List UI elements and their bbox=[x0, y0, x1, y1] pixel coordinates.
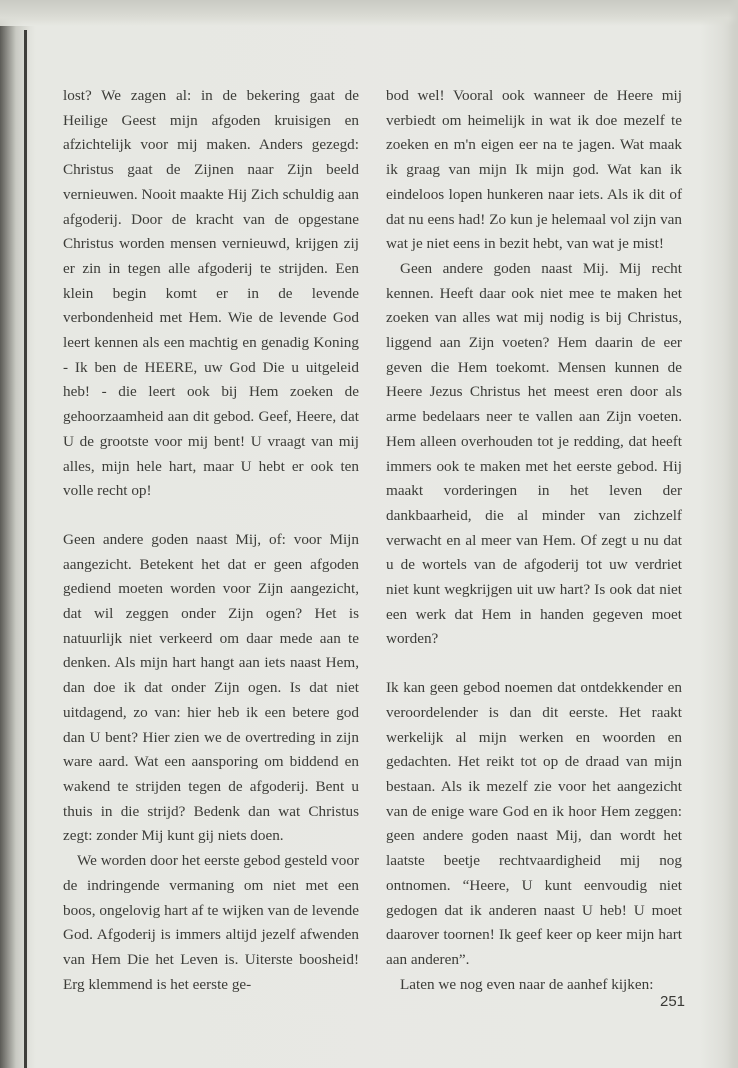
right-paragraph-1: bod wel! Vooral ook wanneer de Heere mij verbiedt om heimelijk in wat ik doe mezelf te zoeken en m'n eigen eer na te jagen. Wat maak ik graag van mijn Ik mijn god. Wat kan ik eindeloos lopen hunkeren naar iets. Als ik dit of dat nu eens had! Zo kun je helemaal vol zijn van wat je niet eens in bezit hebt, van wat je mist! bbox=[386, 87, 682, 253]
top-shadow bbox=[0, 0, 738, 26]
left-paragraph-3: We worden door het eerste gebod gesteld voor de indringende vermaning om niet met een boos, ongelovig hart af te wijken van de levende God. Afgoderij is immers altijd jezelf afwenden van Hem Die het Leven is. Uiterste boosheid! Erg klemmend is het eerste ge- bbox=[63, 852, 359, 993]
right-paragraph-3: Ik kan geen gebod noemen dat ontdekkender en veroordelender is dan dit eerste. Het raakt werkelijk al mijn werken en woorden en gedachten. Het reikt tot op de draad van mijn bestaan. Als ik mezelf zie voor het aangezicht van de enige ware God en ik hoor Hem zeggen: geen andere goden naast Mij, dan wordt het laatste beetje rechtvaardigheid mij nog ontnomen. “Heere, U kunt eenvoudig niet gedogen dat ik anderen naast U heb! U moet daarover toornen! Ik geef keer op keer mijn hart aan anderen”. bbox=[386, 679, 682, 968]
left-paragraph-2: Geen andere goden naast Mij, of: voor Mijn aangezicht. Betekent het dat er geen afgoden gediend moeten worden voor Zijn aangezicht, dat wil zeggen onder Zijn ogen? Het is natuurlijk niet verkeerd om daar mede aan te denken. Als mijn hart hangt aan iets naast Hem, dan doe ik dat onder Zijn ogen. Is dat niet uitdagend, zo van: hier heb ik een betere god dan U bent? Hier zien we de overtreding in zijn ware aard. Wat een aansporing om biddend en wakend te strijden tegen de afgoderij. Bent u thuis in die strijd? Bedenk dan wat Christus zegt: zonder Mij kunt gij niets doen. bbox=[63, 530, 359, 845]
right-paragraph-4: Laten we nog even naar de aanhef kijken: bbox=[400, 975, 654, 993]
right-paragraph-2: Geen andere goden naast Mij. Mij recht kennen. Heeft daar ook niet mee te maken het zoeken van alles wat mij nodig is bij Christus, liggend aan Zijn voeten? Hem daarin de eer geven die Hem toekomt. Mensen kunnen de Heere Jezus Christus het meest eren door als arme bedelaars neer te vallen aan Zijn voeten. Hem alleen overhouden tot je redding, dat heeft immers ook te maken met het eerste gebod. Hij maakt vorderingen in het leven der dankbaarheid, die al minder van zichzelf verwacht en al meer van Hem. Of zegt u nu dat u de wortels van de afgoderij tot uw verdriet niet kunt wegkrijgen uit uw hart? Is ook dat niet een werk dat Hem in handen gegeven moet worden? bbox=[386, 259, 682, 648]
left-text-column bbox=[63, 84, 359, 997]
page-number: 251 bbox=[660, 993, 686, 1010]
book-spine-line bbox=[24, 30, 27, 1068]
book-gutter-shadow bbox=[0, 26, 36, 1068]
left-paragraph-1: lost? We zagen al: in de bekering gaat de Heilige Geest mijn afgoden kruisigen en afzichtelijk voor mij maken. Anders gezegd: Christus gaat de Zijnen naar Zijn beeld vernieuwen. Nooit maakte Hij Zich schuldig aan afgoderij. Door de kracht van de opgestane Christus worden mensen vernieuwd, krijgen zij er zin in tegen alle afgoderij te strijden. Een klein begin komt er in de levende verbondenheid met Hem. Wie de levende God leert kennen als een machtig en genadig Koning - Ik ben de HEERE, uw God Die u uitgeleid heb! - die leert ook bij Hem zoeken de gehoorzaamheid aan dit gebod. Geef, Heere, dat U de grootste voor mij bent! U vraagt van mij alles, mijn hele hart, maar U hebt er ook ten volle recht op! bbox=[63, 87, 359, 500]
right-text-column bbox=[386, 84, 682, 997]
page-edge-shadow bbox=[728, 0, 738, 1068]
